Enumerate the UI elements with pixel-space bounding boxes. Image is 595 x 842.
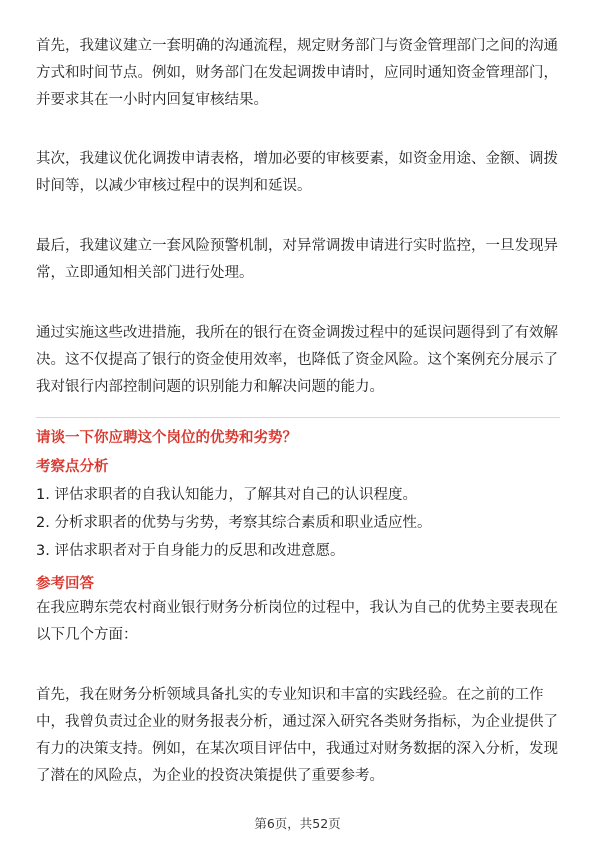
text-line: 决。这不仅提高了银行的资金使用效率，也降低了资金风险。这个案例充分展示了 <box>36 352 558 368</box>
text-line: 中，我曾负责过企业的财务报表分析，通过深入研究各类财务指标，为企业提供了 <box>36 714 558 730</box>
text-line: 首先，我在财务分析领域具备扎实的专业知识和丰富的实践经验。在之前的工作 <box>36 687 544 703</box>
text-line: 有力的决策支持。例如，在某次项目评估中，我通过对财务数据的深入分析，发现 <box>36 741 558 757</box>
analysis-list <box>36 481 560 565</box>
text-line: 通过实施这些改进措施，我所在的银行在资金调拨过程中的延误问题得到了有效解 <box>36 325 558 341</box>
paragraph-reference-body <box>36 682 560 790</box>
text-line: 方式和时间节点。例如，财务部门在发起调拨申请时，应同时通知资金管理部门， <box>36 65 558 81</box>
text-line: 其次，我建议优化调拨申请表格，增加必要的审核要素，如资金用途、金额、调拨 <box>36 151 558 167</box>
text-line: 最后，我建议建立一套风险预警机制，对异常调拨申请进行实时监控，一旦发现异 <box>36 238 558 254</box>
section-divider <box>36 417 560 418</box>
text-line: 我对银行内部控制问题的识别能力和解决问题的能力。 <box>36 379 384 395</box>
page-number: 第6页，共52页 <box>254 816 341 831</box>
text-line: 以下几个方面： <box>36 627 138 643</box>
paragraph-optimize-form <box>36 146 560 200</box>
question-heading: 请谈一下你应聘这个岗位的优势和劣势？ <box>36 430 297 446</box>
paragraph-communication-process <box>36 33 560 114</box>
list-item: 3. 评估求职者对于自身能力的反思和改进意愿。 <box>36 543 345 559</box>
text-line: 常，立即通知相关部门进行处理。 <box>36 265 254 281</box>
paragraph-reference-intro <box>36 595 560 649</box>
paragraph-conclusion <box>36 320 560 401</box>
text-line: 首先，我建议建立一套明确的沟通流程，规定财务部门与资金管理部门之间的沟通 <box>36 38 558 54</box>
paragraph-risk-warning <box>36 233 560 287</box>
text-line: 了潜在的风险点，为企业的投资决策提供了重要参考。 <box>36 768 384 784</box>
text-line: 并要求其在一小时内回复审核结果。 <box>36 92 268 108</box>
analysis-heading: 考察点分析 <box>36 459 109 475</box>
text-line: 时间等，以减少审核过程中的误判和延误。 <box>36 178 312 194</box>
text-line: 在我应聘东莞农村商业银行财务分析岗位的过程中，我认为自己的优势主要表现在 <box>36 600 558 616</box>
reference-answer-heading: 参考回答 <box>36 576 94 592</box>
list-item: 1. 评估求职者的自我认知能力，了解其对自己的认识程度。 <box>36 487 417 503</box>
list-item: 2. 分析求职者的优势与劣势，考察其综合素质和职业适应性。 <box>36 515 432 531</box>
